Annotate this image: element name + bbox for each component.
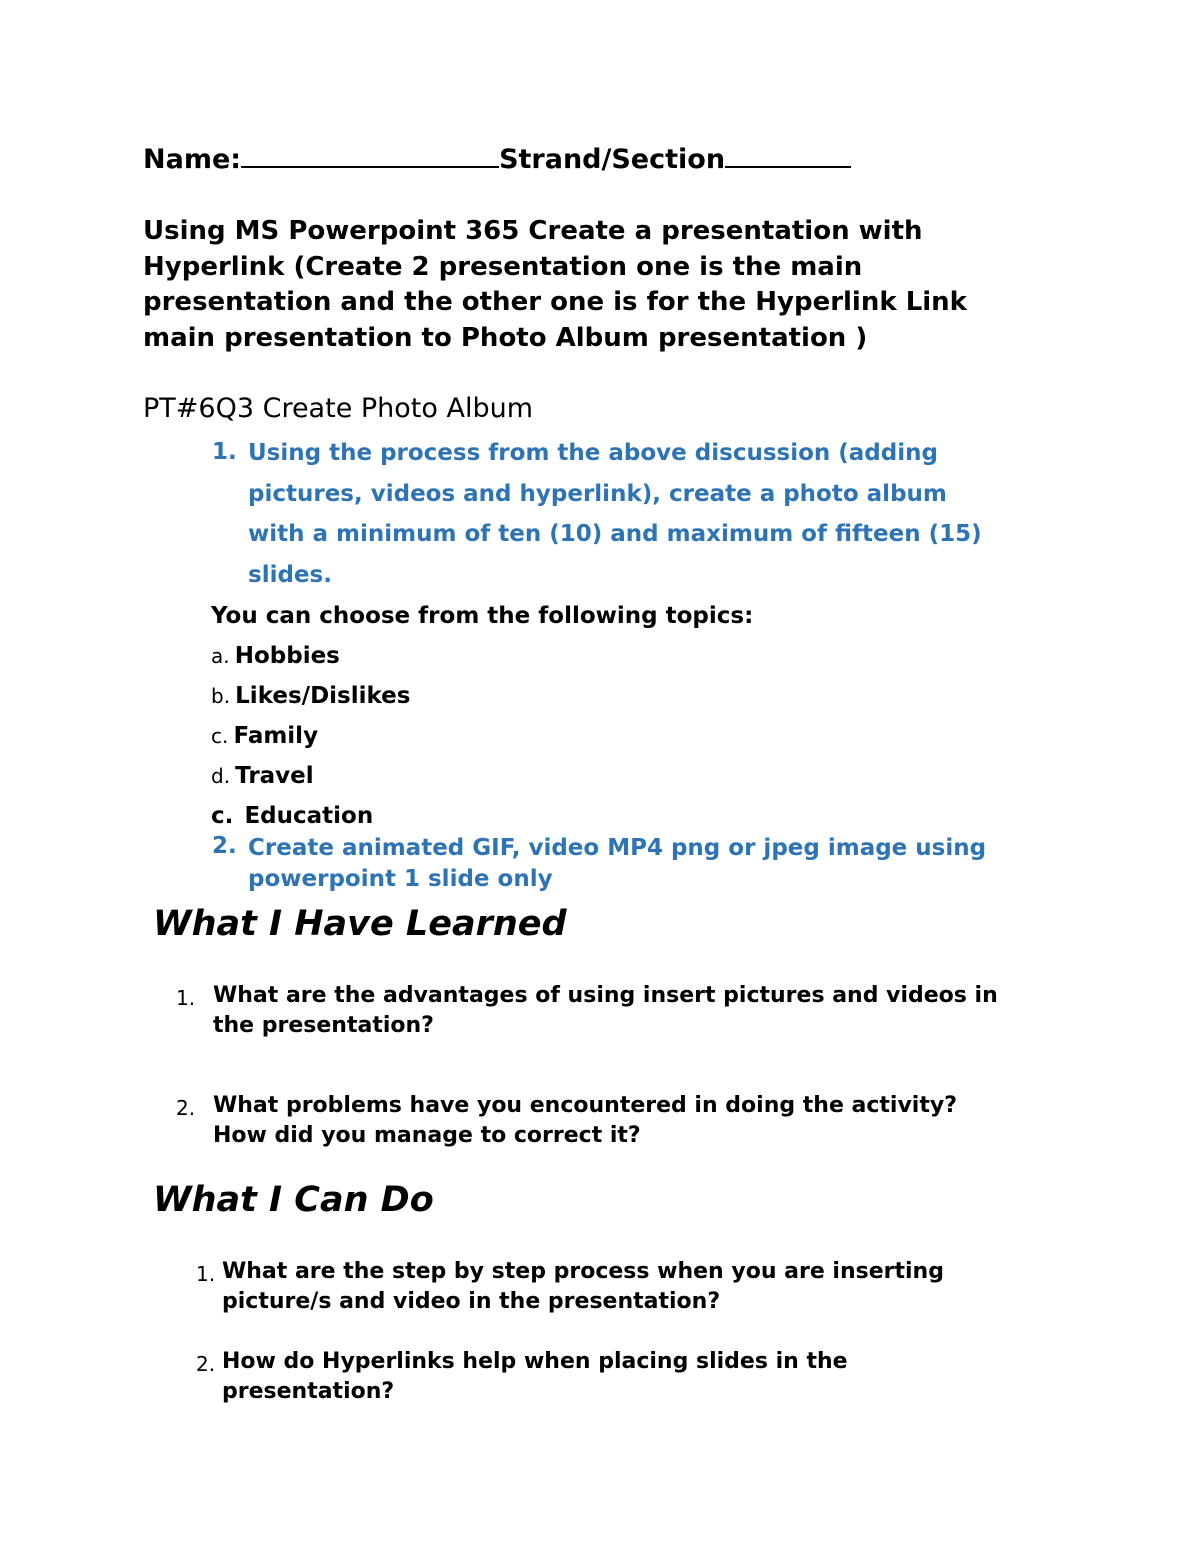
item-1-line: pictures, videos and hyperlink), create a photo album (248, 480, 947, 507)
topic-letter: c. (211, 724, 229, 748)
strand-blank[interactable] (725, 142, 851, 168)
name-strand-line (143, 142, 851, 175)
topic-letter: c. (211, 803, 234, 829)
topic-item (211, 763, 314, 789)
can-do-q2-line: presentation? (222, 1379, 395, 1404)
topic-text: Family (233, 723, 319, 749)
topic-item (211, 803, 373, 829)
can-do-q2-text (222, 1347, 848, 1407)
can-do-q2-number: 2. (196, 1352, 216, 1376)
task-title: PT#6Q3 Create Photo Album (143, 393, 534, 424)
topic-text: Education (244, 803, 374, 829)
item-1-line: with a minimum of ten (10) and maximum of fifteen (15) (248, 521, 982, 547)
learned-q2-number: 2. (176, 1096, 196, 1120)
can-do-q2-line: How do Hyperlinks help when placing slides in the (222, 1349, 848, 1374)
intro-line: main presentation to Photo Album presentation ) (143, 322, 868, 353)
can-do-q1-text (222, 1257, 944, 1317)
topic-letter: d. (211, 764, 231, 788)
item-1-text (248, 433, 982, 595)
topic-letter: b. (211, 684, 231, 708)
strand-label: Strand/Section (499, 144, 726, 175)
item-1-line: slides. (248, 561, 332, 588)
intro-line: Hyperlink (Create 2 presentation one is the main (143, 251, 863, 282)
item-2-number: 2. (212, 833, 237, 859)
learned-q1-text (213, 981, 998, 1041)
intro-line: Using MS Powerpoint 365 Create a presentation with (143, 216, 923, 246)
learned-q2-text (213, 1091, 957, 1151)
learned-q1-number: 1. (176, 986, 196, 1010)
name-label: Name: (143, 144, 242, 175)
item-2-line: powerpoint 1 slide only (248, 866, 553, 892)
learned-q2-line: How did you manage to correct it? (213, 1123, 641, 1148)
item-1-line: Using the process from the above discussion (adding (248, 440, 938, 466)
intro-line: presentation and the other one is for the Hyperlink Link (143, 287, 967, 317)
topic-text: Travel (235, 763, 314, 789)
item-2-text (248, 833, 986, 895)
item-1-number: 1. (212, 439, 237, 465)
topic-text: Likes/Dislikes (235, 683, 411, 709)
topic-item (211, 723, 318, 749)
can-do-heading: What I Can Do (153, 1180, 434, 1220)
learned-q1-line: the presentation? (213, 1013, 434, 1038)
topic-item (211, 643, 340, 669)
item-2-line: Create animated GIF, video MP4 png or jpeg image using (248, 835, 987, 861)
learned-q1-line: What are the advantages of using insert pictures and videos in (213, 983, 998, 1008)
learned-heading: What I Have Learned (153, 904, 567, 944)
name-blank[interactable] (241, 142, 499, 168)
can-do-q1-line: picture/s and video in the presentation? (222, 1289, 721, 1314)
topic-letter: a. (211, 644, 230, 668)
intro-paragraph (143, 214, 967, 356)
learned-q2-line: What problems have you encountered in doing the activity? (213, 1093, 957, 1118)
topic-item (211, 683, 410, 709)
topic-text: Hobbies (234, 643, 340, 669)
can-do-q1-line: What are the step by step process when you are inserting (222, 1259, 944, 1284)
topics-intro: You can choose from the following topics: (211, 603, 754, 629)
can-do-q1-number: 1. (196, 1262, 216, 1286)
